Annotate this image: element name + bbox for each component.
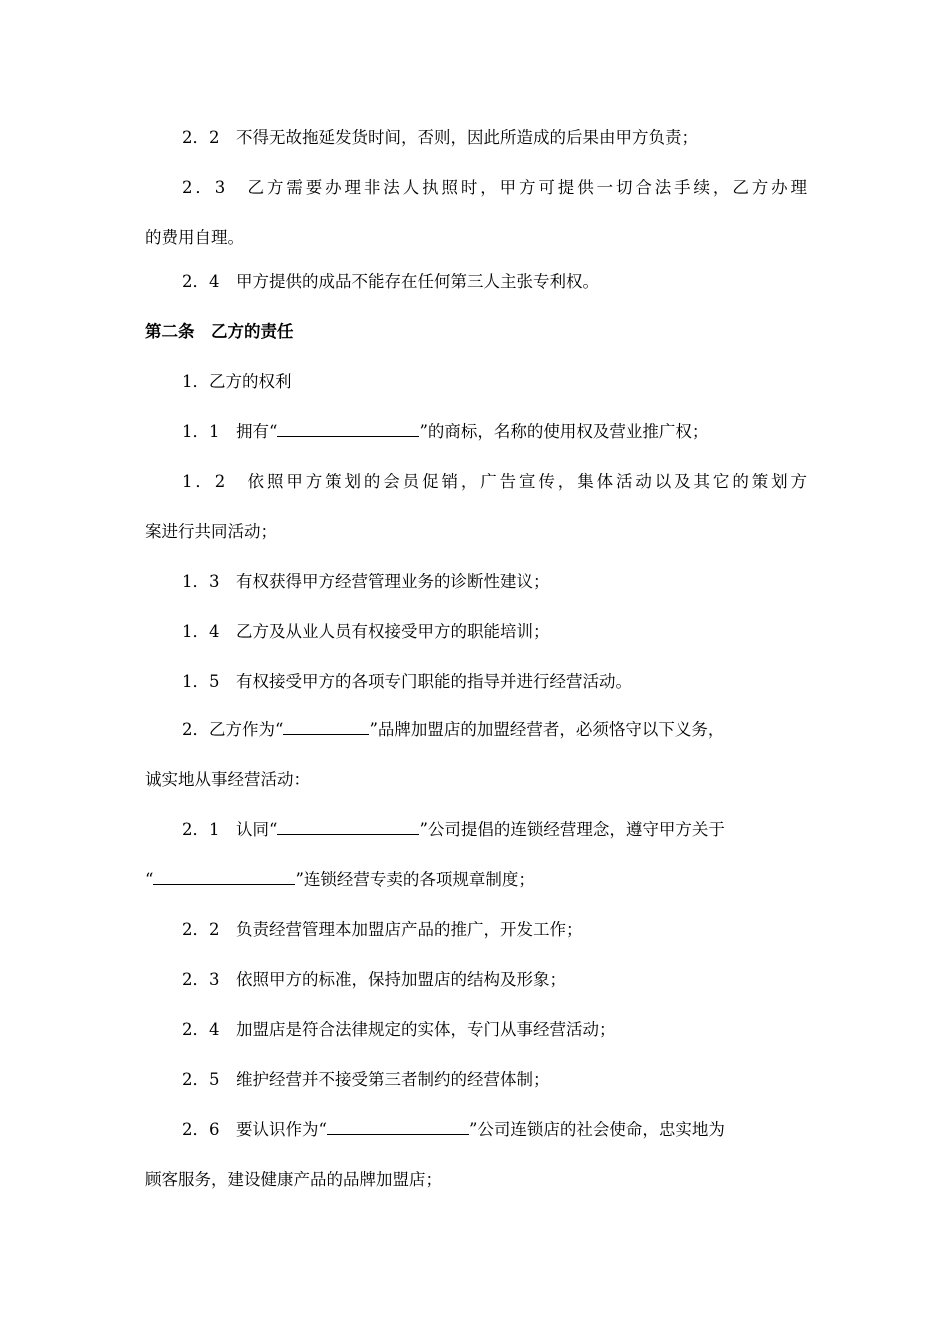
clause-1-4: 1．4 乙方及从业人员有权接受甲方的职能培训； <box>182 622 550 641</box>
clause-2-3b: 2．3 依照甲方的标准，保持加盟店的结构及形象； <box>182 970 566 989</box>
section-heading: 第二条 乙方的责任 <box>145 322 294 341</box>
clause-2-4: 2．4 甲方提供的成品不能存在任何第三人主张专利权。 <box>182 272 599 291</box>
clause-2-1-suffix: ”公司提倡的连锁经营理念，遵守甲方关于 <box>419 820 725 839</box>
clause-2-2: 2．2 不得无故拖延发货时间，否则，因此所造成的后果由甲方负责； <box>182 128 698 147</box>
obligations-suffix: ”品牌加盟店的加盟经营者，必须恪守以下义务， <box>369 720 725 739</box>
clause-2-6b-cont: 顾客服务，建设健康产品的品牌加盟店； <box>145 1170 442 1189</box>
clause-1-2: 1．2 依照甲方策划的会员促销，广告宣传，集体活动以及其它的策划方 <box>182 472 807 491</box>
clause-2-2b: 2．2 负责经营管理本加盟店产品的推广，开发工作； <box>182 920 583 939</box>
clause-2-6b <box>182 1118 807 1142</box>
obligations-cont: 诚实地从事经营活动： <box>145 770 310 789</box>
subsection-rights: 1．乙方的权利 <box>182 372 292 391</box>
blank-line[interactable] <box>153 868 295 885</box>
clause-1-1-prefix: 1．1 拥有“ <box>182 422 278 441</box>
clause-2-1-prefix: 2．1 认同“ <box>182 820 278 839</box>
clause-2-1-cont-prefix: “ <box>145 870 154 889</box>
clause-2-6b-suffix: ”公司连锁店的社会使命，忠实地为 <box>468 1120 725 1139</box>
clause-2-5b: 2．5 维护经营并不接受第三者制约的经营体制； <box>182 1070 550 1089</box>
clause-1-1-suffix: ”的商标，名称的使用权及营业推广权； <box>419 422 709 441</box>
blank-line[interactable] <box>283 718 369 735</box>
clause-2-3: 2．3 乙方需要办理非法人执照时，甲方可提供一切合法手续，乙方办理 <box>182 178 807 197</box>
clause-2-4b: 2．4 加盟店是符合法律规定的实体，专门从事经营活动； <box>182 1020 616 1039</box>
clause-2-1 <box>182 818 807 842</box>
blank-line[interactable] <box>327 1118 469 1135</box>
blank-line[interactable] <box>277 420 419 437</box>
blank-line[interactable] <box>277 818 419 835</box>
clause-1-3: 1．3 有权获得甲方经营管理业务的诊断性建议； <box>182 572 550 591</box>
clause-1-5: 1．5 有权接受甲方的各项专门职能的指导并进行经营活动。 <box>182 672 632 691</box>
clause-2-3-cont: 的费用自理。 <box>145 228 244 247</box>
clause-1-2-cont: 案进行共同活动； <box>145 522 277 541</box>
clause-1-1 <box>182 420 807 444</box>
subsection-obligations <box>182 718 807 742</box>
clause-2-6b-prefix: 2．6 要认识作为“ <box>182 1120 327 1139</box>
clause-2-1-cont-suffix: ”连锁经营专卖的各项规章制度； <box>295 870 535 889</box>
obligations-prefix: 2．乙方作为“ <box>182 720 284 739</box>
clause-2-1-cont <box>145 868 807 892</box>
